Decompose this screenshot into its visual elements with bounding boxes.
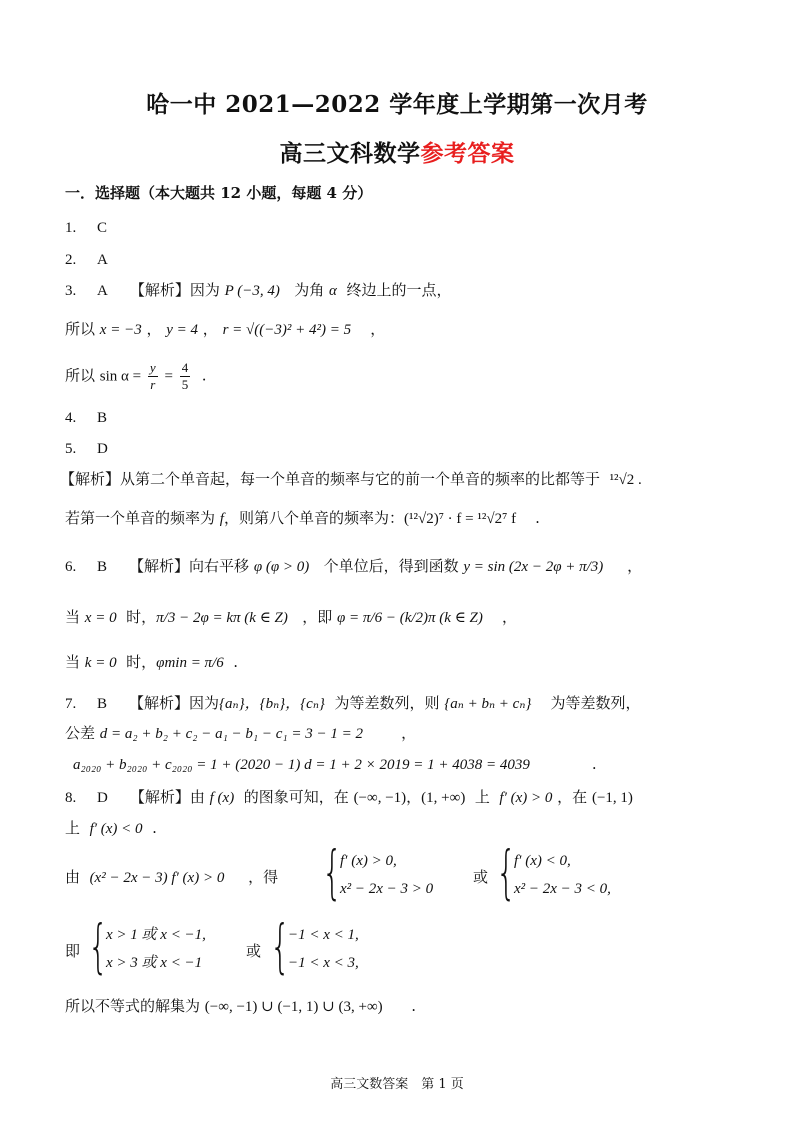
q3-frac-den-5: 5 [181,377,189,392]
answer-q7-line2 [65,722,416,745]
q6-l2-mid2: ，即 [302,608,333,626]
q8-l3-expr: (x² − 2x − 3) f′ (x) > 0 [89,870,225,886]
q8-l1-mid: 的图象可知，在 [243,788,349,806]
subtitle-red: 参考答案 [420,140,515,167]
q6-l1-pre: 【解析】向右平移 [129,557,250,575]
q8-l2-neg: f′ (x) < 0 [89,821,143,837]
answer-q3-line3 [65,360,207,393]
q3-frac-num-y: y [149,360,156,375]
answer-q8-line3 [65,866,278,889]
q3-l3-pre: 所以 [65,366,96,385]
q7-l2-end: ， [401,724,417,742]
q6-l2-expr2: φ = π/6 − (k/2)π (k ∈ Z) [337,610,483,626]
system1-row2: x² − 2x − 3 > 0 [340,881,434,897]
answer-q2 [65,248,108,271]
brace-system3: { [88,912,109,980]
q3-fraction-y-r [148,360,158,393]
system1-row1: f′ (x) > 0, [340,853,397,869]
q3-l3-end: . [201,366,207,385]
system1 [340,847,433,903]
q5-l2-f: f [219,511,224,527]
q3-number: 3. [65,283,77,299]
answer-q7-line1 [65,692,641,715]
q2-number: 2. [65,252,77,268]
q6-l1-mid: 个单位后，得到函数 [323,557,459,575]
q6-l2-expr: π/3 − 2φ = kπ (k ∈ Z) [156,610,288,626]
q6-l2-x: x = 0 [84,610,117,626]
q3-l2-y: y = 4 [166,322,199,338]
q3-l3-eq: = [164,368,173,385]
q6-l2-pre: 当 [65,608,81,626]
answer-q8-line2 [65,817,157,840]
system4 [288,921,359,977]
answer-q8-line1 [65,786,633,809]
q5-l2-end: . [535,509,540,527]
answer-q6-line3 [65,651,238,674]
q6-l1-phi: φ (φ > 0) [253,559,310,575]
q2-answer: A [97,252,108,268]
q6-l3-mid: 时， [126,653,157,671]
subtitle-black: 高三文科数学 [279,140,421,167]
system3 [106,921,206,977]
q8-l3-or: 或 [473,868,489,886]
q8-l5-expr: (−∞, −1) ∪ (−1, 1) ∪ (3, +∞) [204,999,383,1015]
q5-answer: D [97,441,108,457]
q8-l3-pre: 由 [65,868,81,886]
q5-number: 5. [65,441,77,457]
brace-system2: { [496,838,517,906]
q8-l1-int2: (−1, 1) [591,790,633,806]
answer-q3-line1 [65,279,451,302]
q7-l1-post: 为等差数列， [550,694,641,712]
q6-l3-k: k = 0 [84,655,117,671]
q7-l1-pre: 【解析】因为 [129,694,220,712]
q8-l1-up: 上 [474,788,490,806]
q6-l3-expr: φmin = π/6 [156,655,224,671]
q6-number: 6. [65,559,77,575]
q8-l1-pre: 【解析】由 [129,788,205,806]
system2 [514,847,611,903]
q7-l2-expr: d = a₂ + b₂ + c₂ − a₁ − b₁ − c₁ = 3 − 1 = 2 [99,726,363,742]
answer-q5 [65,437,108,460]
q3-l3-sin: sin α = [99,368,142,385]
q8-answer: D [97,790,108,806]
q6-l3-end: . [233,653,239,671]
page-footer: 高三文数答案 第 1 页 [330,1077,464,1092]
q8-l1-pos: f′ (x) > 0 [499,790,553,806]
q8-l2-end: . [152,819,157,837]
q5-l2-mid: ，则第八个单音的频率为： [223,509,404,527]
system2-row2: x² − 2x − 3 < 0, [514,881,611,897]
page-title: 哈一中 2021—2022 学年度上学期第一次月考 [146,91,648,118]
system2-row1: f′ (x) < 0, [514,853,571,869]
answer-q5-line1 [60,468,642,491]
q7-l1-sum: {aₙ + bₙ + cₙ} [444,696,532,712]
q7-l2-pre: 公差 [65,724,96,742]
answer-q7-line3 [73,753,597,776]
q3-frac-num-4: 4 [181,360,189,375]
q3-l1-expr: P (−3, 4) [224,283,280,299]
q8-l1-int: (−∞, −1)，(1, +∞) [353,790,466,806]
q3-l2-r: r = √((−3)² + 4²) = 5 [222,322,352,338]
q3-l1-pre: 【解析】因为 [129,281,220,299]
q8-number: 8. [65,790,77,806]
q4-number: 4. [65,410,77,426]
q8-l2-pre: 上 [65,819,81,837]
q8-l1-f: f (x) [209,790,235,806]
q7-l1-seq: {aₙ}，{bₙ}，{cₙ} [219,696,325,712]
q1-number: 1. [65,220,77,236]
answer-q4 [65,406,107,429]
q3-l2-pre: 所以 [65,320,96,338]
brace-system1: { [322,838,343,906]
q6-l2-end: ， [501,608,517,626]
q6-l3-pre: 当 [65,653,81,671]
q6-l1-expr: y = sin (2x − 2φ + π/3) [463,559,604,575]
system3-row2: x > 3 或 x < −1 [106,955,203,971]
q7-l3-end: . [591,755,597,773]
brace-system4: { [270,912,291,980]
q8-l5-end: . [411,997,417,1015]
q7-number: 7. [65,696,77,712]
q8-l4-or: 或 [246,942,262,960]
section-heading: 一．选择题（本大题共 12 小题，每题 4 分） [65,184,373,202]
q7-answer: B [97,696,108,712]
q7-l3-expr: a₂₀₂₀ + b₂₀₂₀ + c₂₀₂₀ = 1 + (2020 − 1) d = 1 + 2 × 2019 = 1 + 4038 = 4039 [73,757,530,773]
q1-answer: C [97,220,108,236]
answer-q3-line2: 所以 x = −3 ， y = 4 ， r = √((−3)² + 4²) = 5 ， [65,320,386,338]
system4-row2: −1 < x < 3, [288,955,359,971]
q8-l3-mid: ，得 [248,868,279,886]
q8-l5-pre: 所以不等式的解集为 [65,997,201,1015]
q5-l2-pre: 若第一个单音的频率为 [65,509,216,527]
answer-q8-line5 [65,995,416,1018]
q8-l4-pre: 即 [65,942,81,960]
answer-q1 [65,216,107,239]
q3-l1-alpha: α [329,283,337,299]
system4-row1: −1 < x < 1, [288,927,359,943]
answer-q6-line2 [65,606,517,629]
q4-answer: B [97,410,108,426]
q5-l1-root: ¹²√2 . [609,472,642,488]
page-subtitle [0,135,794,168]
q7-l1-mid: 为等差数列，则 [334,694,440,712]
q5-l2-expr: (¹²√2)⁷ · f = ¹²√2⁷ f [403,511,517,527]
q3-l2-x: x = −3 [99,322,142,338]
q3-l1-post: 终边上的一点， [346,281,452,299]
q6-l2-mid: 时， [126,608,157,626]
answer-q5-line2 [65,507,540,530]
answer-q6-line1 [65,555,642,578]
q6-l1-end: ， [627,557,643,575]
q3-fraction-4-5 [180,360,191,393]
q3-l1-mid: 为角 [294,281,325,299]
system3-row1: x > 1 或 x < −1, [106,927,206,943]
q3-frac-den-r: r [150,377,156,392]
q6-answer: B [97,559,108,575]
q5-l1: 【解析】从第二个单音起，每一个单音的频率与它的前一个单音的频率的比都等于 [60,470,601,488]
q3-answer: A [97,283,108,299]
q8-l1-mid2: ，在 [557,788,588,806]
